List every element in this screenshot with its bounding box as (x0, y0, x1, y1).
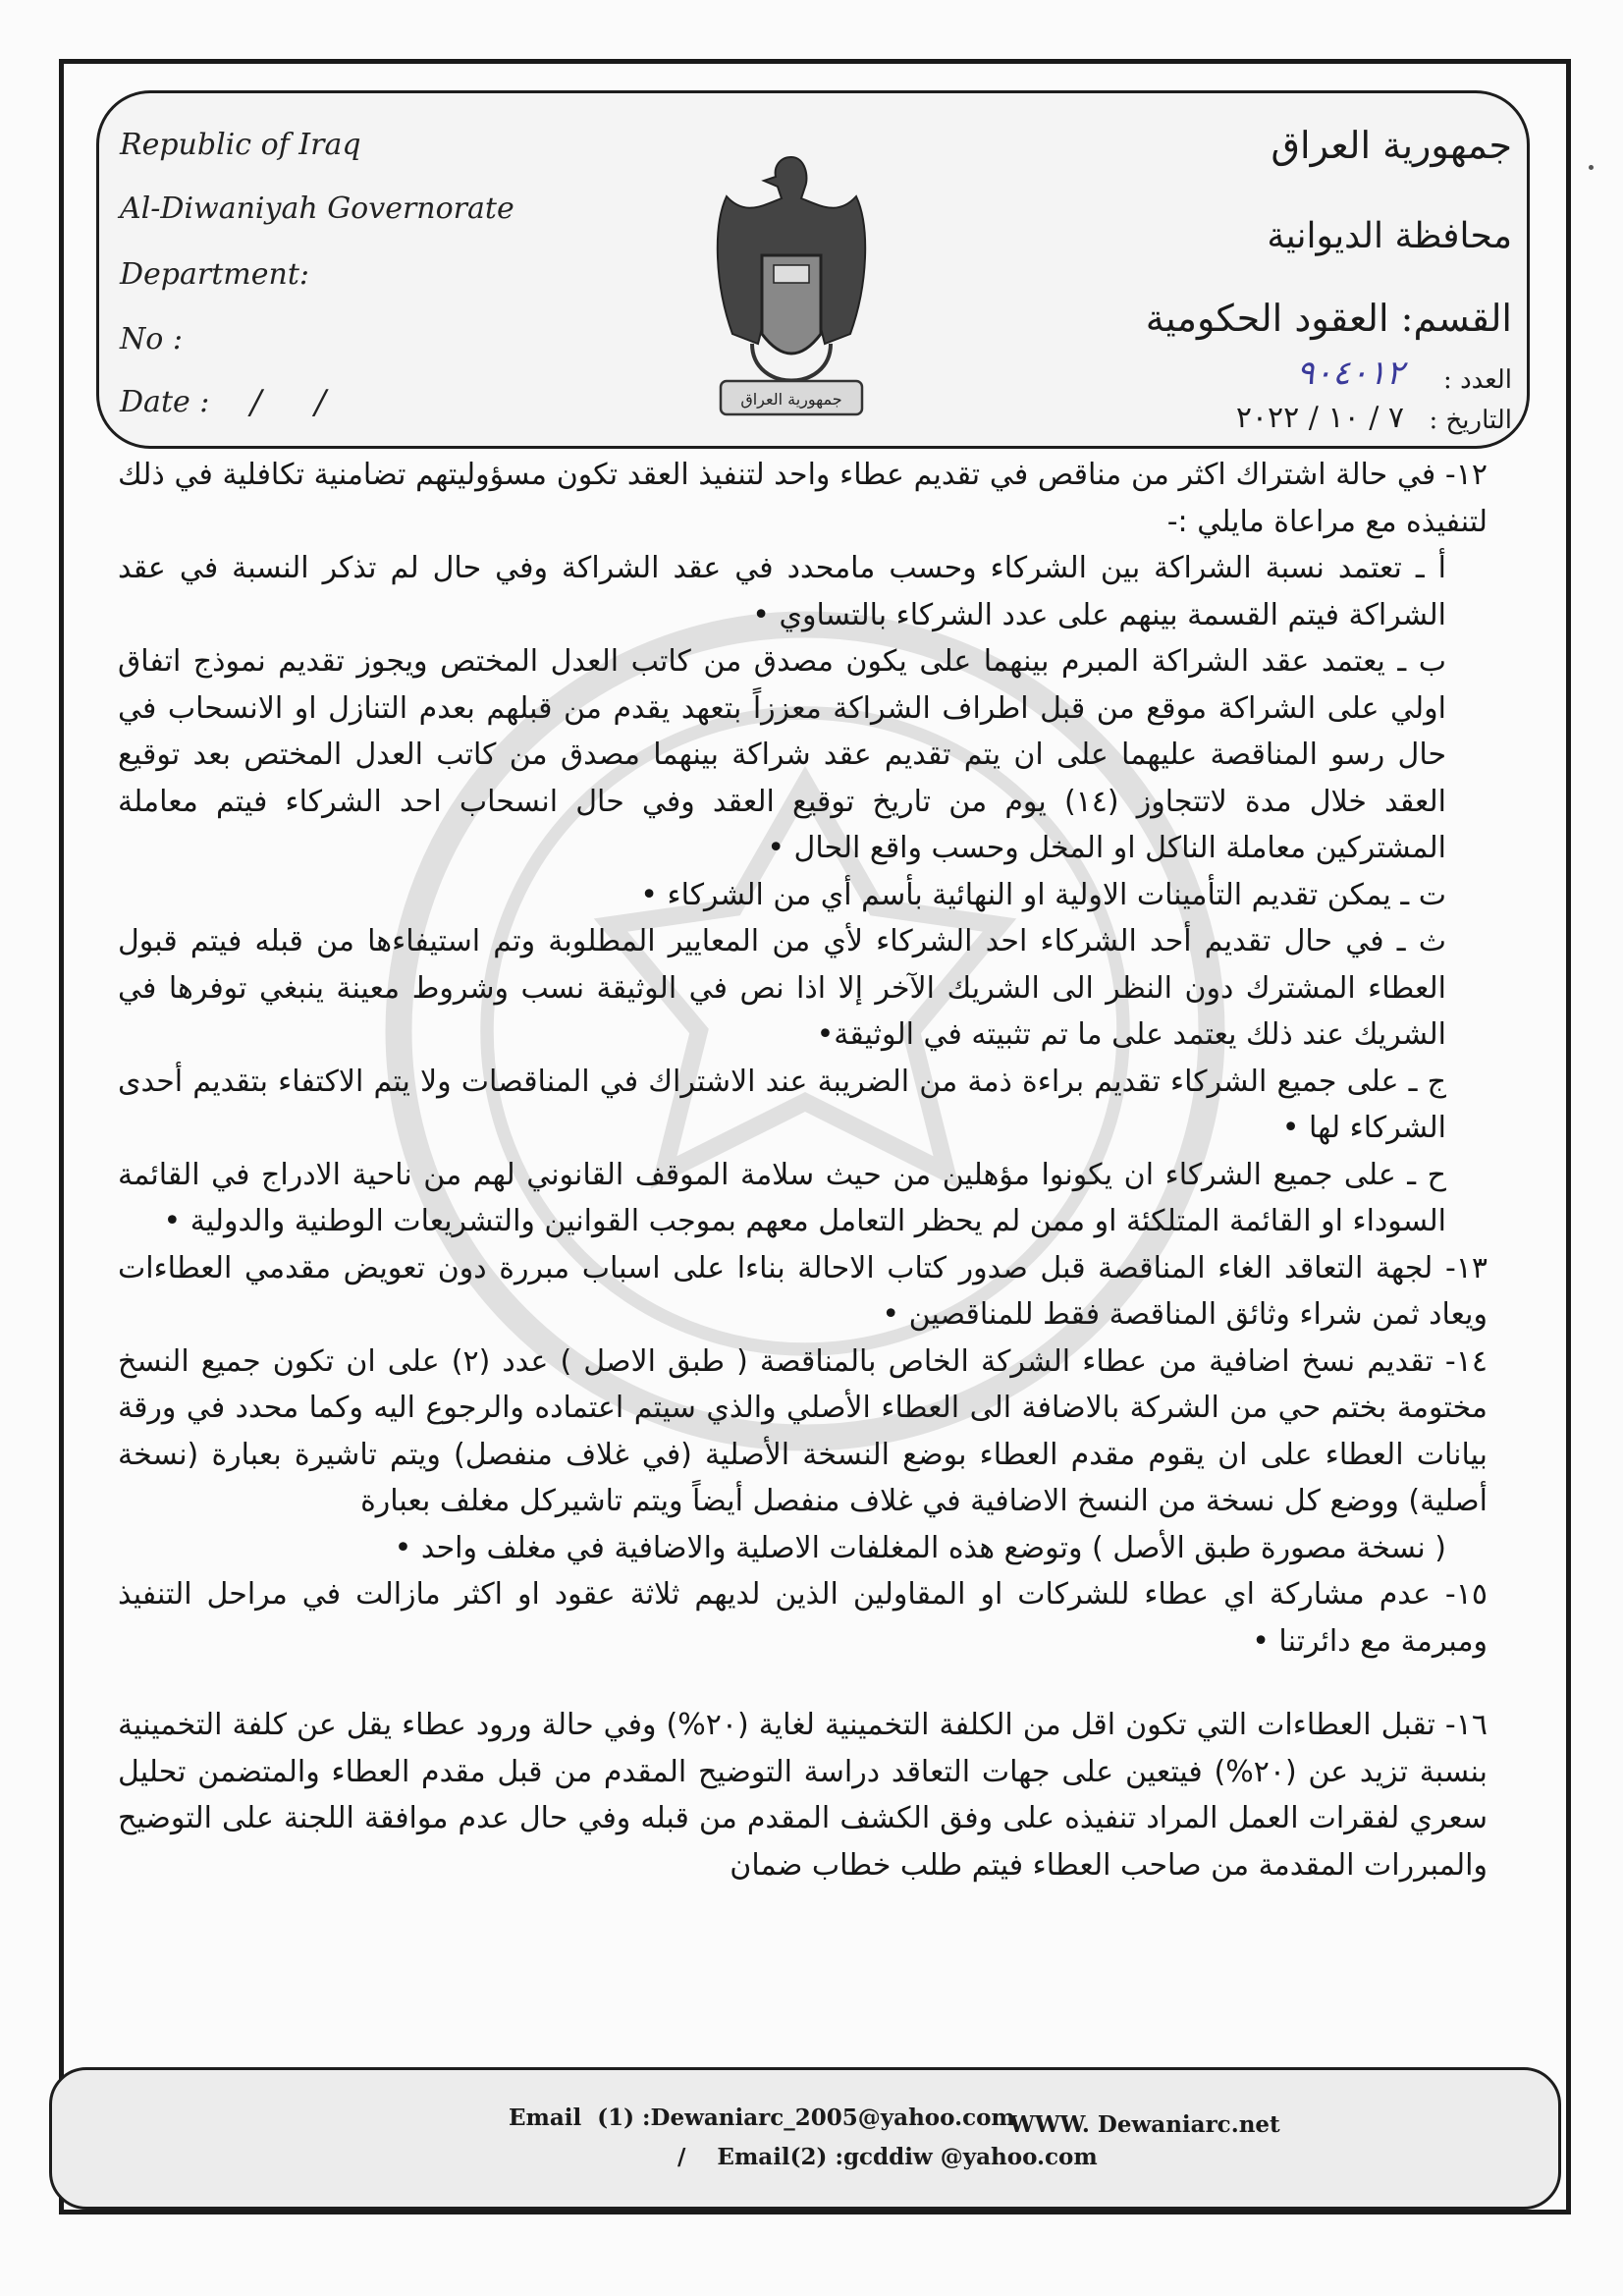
header-governorate-ar: محافظة الديوانية (1267, 216, 1512, 256)
clause-12-h: ح ـ على جميع الشركاء ان يكونوا مؤهلين من حيث سلامة الموقف القانوني لهم من ناحية الادراج في القائمة السوداء او القائمة المتلكئة او ممن لم يحظر التعامل معهم بموجب القوانين والتشريعات الوطنية والدولية • (118, 1157, 1446, 1238)
footer-email-1: Email (1) :Dewaniarc_2005@yahoo.com (509, 2105, 1015, 2131)
header-no-label: No : (120, 322, 183, 356)
header-date-label: Date : (120, 385, 210, 419)
iraq-eagle-emblem-icon (693, 137, 890, 432)
clause-14-continuation: ( نسخة مصورة طبق الأصل ) وتوضع هذه المغلفات الاصلية والاضافية في مغلف واحد • (394, 1530, 1446, 1565)
emblem-caption: جمهورية العراق (740, 390, 842, 409)
clause-12-j: ج ـ على جميع الشركاء تقديم براءة ذمة من الضريبة عند الاشتراك في المناقصات ولا يتم الاكتفاء بتقديم أحدى الشركاء لها • (118, 1064, 1446, 1145)
header-country-ar: جمهورية العراق (1271, 124, 1512, 167)
clause-14: ١٤- تقديم نسخ اضافية من عطاء الشركة الخاص بالمناقصة ( طبق الاصل ) عدد (٢) على ان تكون جميع النسخ مختومة بختم حي من الشركة بالاضافة الى العطاء الأصلي والذي سيتم اعتماده والرجوع اليه وكما محدد في ورقة بيانات العطاء على ان يقوم مقدم العطاء بوضع النسخة الأصلية (في غلاف منفصل) ويتم تاشيرة بعبارة (نسخة أصلية) ووضع كل نسخة من النسخ الاضافية في غلاف منفصل أيضاً ويتم تاشيركل مغلف بعبارة (118, 1343, 1488, 1518)
clause-12-b: ب ـ يعتمد عقد الشراكة المبرم بينهما على يكون مصدق من كاتب العدل المختص ويجوز تقديم نموذج اتفاق اولي على الشراكة موقع من قبل اطراف الشراكة معززاً بتعهد يقدم من قبلهم بعدم التنازل او الانسحاب في حال رسو المناقصة عليهما على ان يتم تقديم عقد شراكة بينهما مصدق من كاتب العدل المختص بعد توقيع العقد خلال مدة لاتتجاوز (١٤) يوم من تاريخ توقيع العقد وفي حال انسحاب احد الشركاء فيتم معاملة المشتركين معاملة الناكل او المخل وحسب واقع الحال • (118, 644, 1446, 865)
scan-speck (1589, 165, 1594, 170)
clause-12-th: ث ـ في حال تقديم أحد الشركاء احد الشركاء لأي من المعايير المطلوبة وتم استيفاءها من قبله فيتم قبول العطاء المشترك دون النظر الى الشريك الآخر إلا اذا نص في الوثيقة نسب وشروط معينة ينبغي توفرها في الشريك عند ذلك يعتمد على ما تم تثبيته في الوثيقة• (118, 924, 1446, 1052)
document-body (118, 452, 1488, 1888)
header-date-slashes: / / (250, 383, 326, 422)
clause-13: ١٣- لجهة التعاقد الغاء المناقصة قبل صدور كتاب الاحالة بناءا على اسباب مبررة دون تعويض مقدمي العطاءات ويعاد ثمن شراء وثائق المناقصة فقط للمناقصين • (118, 1250, 1488, 1332)
header-department-ar: القسم: العقود الحكومية (1145, 297, 1512, 340)
header-number-value: ٩٠٤٠١٢ (1296, 354, 1404, 393)
footer-website: WWW. Dewaniarc.net (1009, 2111, 1280, 2138)
footer-email-2: / Email(2) :gcddiw @yahoo.com (677, 2144, 1098, 2170)
header-country-en: Republic of Iraq (120, 128, 361, 162)
clause-15: ١٥- عدم مشاركة اي عطاء للشركات او المقاولين الذين لديهم ثلاثة عقود او اكثر مازالت في مراحل التنفيذ ومبرمة مع دائرتنا • (118, 1577, 1488, 1659)
header-date-label-ar: التاريخ : (1429, 406, 1512, 435)
header-number-label: العدد : (1443, 365, 1512, 395)
clause-12-a: أ ـ تعتمد نسبة الشراكة بين الشركاء وحسب مامحدد في عقد الشراكة وفي حال لم تذكر النسبة في عقد الشراكة فيتم القسمة بينهم على عدد الشركاء بالتساوي • (118, 551, 1446, 632)
clause-16: ١٦- تقبل العطاءات التي تكون اقل من الكلفة التخمينية لغاية (٢٠%) وفي حالة ورود عطاء يقل عن كلفة التخمينية بنسبة تزيد عن (٢٠%) فيتعين على جهات التعاقد دراسة التوضيح المقدم من قبل مقدم العطاء والمتضمن تحليل سعري لفقرات العمل المراد تنفيذه على وفق الكشف المقدم من قبله وفي حال عدم موافقة اللجنة على التوضيح والمبررات المقدمة من صاحب العطاء فيتم طلب خطاب ضمان (118, 1708, 1488, 1883)
footer-contact-box (49, 2067, 1561, 2210)
header-department-label: Department: (120, 257, 309, 292)
header-governorate-en: Al-Diwaniyah Governorate (120, 191, 514, 226)
header-date-value-ar: ٧ / ١٠ / ٢٠٢٢ (1235, 401, 1404, 435)
clause-12-t: ت ـ يمكن تقديم التأمينات الاولية او النهائية بأسم أي من الشركاء • (640, 877, 1446, 912)
clause-12: ١٢- في حالة اشتراك اكثر من مناقص في تقديم عطاء واحد لتنفيذ العقد تكون مسؤوليتهم تضامنية تكافلية في ذلك لتنفيذه مع مراعاة مايلي :- (118, 458, 1488, 539)
